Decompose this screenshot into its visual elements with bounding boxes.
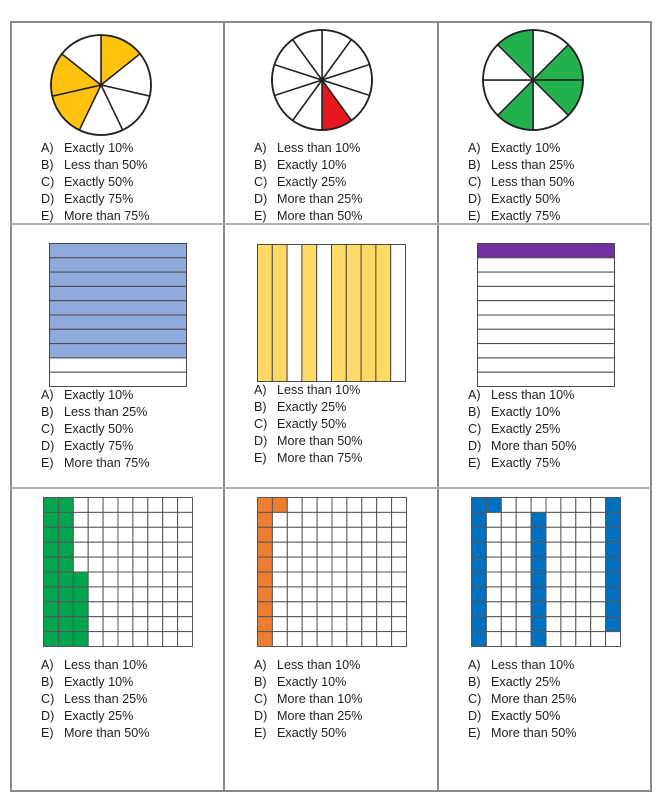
option-d: D) Exactly 75% bbox=[41, 439, 134, 453]
hundred-grid bbox=[257, 497, 407, 647]
answer-options bbox=[254, 140, 362, 225]
option-b: B) Exactly 10% bbox=[41, 675, 134, 689]
answer-options bbox=[41, 140, 149, 225]
fraction-shape bbox=[471, 497, 621, 647]
option-d: D) Exactly 25% bbox=[41, 709, 134, 723]
option-c: C) Exactly 50% bbox=[41, 422, 134, 436]
option-a: A) Less than 10% bbox=[254, 658, 361, 672]
option-e: E) More than 50% bbox=[254, 209, 363, 223]
option-d: D) Exactly 50% bbox=[468, 192, 561, 206]
option-c: C) Exactly 25% bbox=[254, 175, 347, 189]
fraction-shape bbox=[43, 497, 193, 647]
hundred-grid bbox=[471, 497, 621, 647]
option-a: A) Less than 10% bbox=[468, 658, 575, 672]
pie-figure-eighths bbox=[481, 28, 585, 132]
fraction-shape bbox=[270, 28, 374, 132]
option-e: E) Exactly 75% bbox=[468, 209, 561, 223]
pie-figure-tenths bbox=[270, 28, 374, 132]
option-e: E) Exactly 75% bbox=[468, 456, 561, 470]
option-d: D) More than 50% bbox=[254, 434, 363, 448]
option-b: B) Less than 25% bbox=[41, 405, 148, 419]
option-a: A) Exactly 10% bbox=[468, 141, 561, 155]
option-a: A) Less than 10% bbox=[468, 388, 575, 402]
row-divider bbox=[10, 487, 652, 489]
fraction-shape bbox=[257, 497, 407, 647]
option-d: D) Exactly 50% bbox=[468, 709, 561, 723]
option-b: B) Exactly 10% bbox=[468, 405, 561, 419]
option-e: E) More than 50% bbox=[41, 726, 150, 740]
option-a: A) Less than 10% bbox=[254, 141, 361, 155]
pie-figure-sevenths bbox=[49, 33, 153, 137]
option-a: A) Exactly 10% bbox=[41, 388, 134, 402]
answer-options bbox=[41, 657, 149, 742]
horizontal-bar-model bbox=[477, 243, 615, 387]
option-c: C) More than 10% bbox=[254, 692, 363, 706]
answer-options bbox=[468, 387, 576, 472]
hundred-grid bbox=[43, 497, 193, 647]
column-divider bbox=[437, 21, 439, 792]
option-e: E) Exactly 50% bbox=[254, 726, 347, 740]
option-c: C) Exactly 25% bbox=[468, 422, 561, 436]
answer-options bbox=[468, 140, 574, 225]
fraction-shape bbox=[481, 28, 585, 132]
option-e: E) More than 50% bbox=[468, 726, 577, 740]
column-divider bbox=[223, 21, 225, 792]
option-e: E) More than 75% bbox=[41, 456, 150, 470]
fraction-shape bbox=[49, 33, 153, 137]
option-b: B) Exactly 10% bbox=[254, 675, 347, 689]
option-d: D) More than 25% bbox=[254, 709, 363, 723]
option-b: B) Exactly 25% bbox=[468, 675, 561, 689]
option-a: A) Less than 10% bbox=[254, 383, 361, 397]
option-a: A) Less than 10% bbox=[41, 658, 148, 672]
horizontal-bar-model bbox=[49, 243, 187, 387]
answer-options bbox=[254, 382, 362, 467]
option-b: B) Exactly 10% bbox=[254, 158, 347, 172]
option-c: C) Less than 50% bbox=[468, 175, 575, 189]
option-c: C) Exactly 50% bbox=[41, 175, 134, 189]
option-c: C) Exactly 50% bbox=[254, 417, 347, 431]
option-d: D) More than 25% bbox=[254, 192, 363, 206]
option-b: B) Less than 25% bbox=[468, 158, 575, 172]
option-d: D) More than 50% bbox=[468, 439, 577, 453]
answer-options bbox=[254, 657, 362, 742]
answer-options bbox=[468, 657, 576, 742]
option-c: C) More than 25% bbox=[468, 692, 577, 706]
option-b: B) Exactly 25% bbox=[254, 400, 347, 414]
vertical-bar-model bbox=[257, 244, 406, 382]
option-b: B) Less than 50% bbox=[41, 158, 148, 172]
option-e: E) More than 75% bbox=[254, 451, 363, 465]
fraction-shape bbox=[49, 243, 187, 387]
option-e: E) More than 75% bbox=[41, 209, 150, 223]
option-d: D) Exactly 75% bbox=[41, 192, 134, 206]
option-a: A) Exactly 10% bbox=[41, 141, 134, 155]
fraction-shape bbox=[257, 244, 406, 382]
fraction-shape bbox=[477, 243, 615, 387]
option-c: C) Less than 25% bbox=[41, 692, 148, 706]
answer-options bbox=[41, 387, 149, 472]
